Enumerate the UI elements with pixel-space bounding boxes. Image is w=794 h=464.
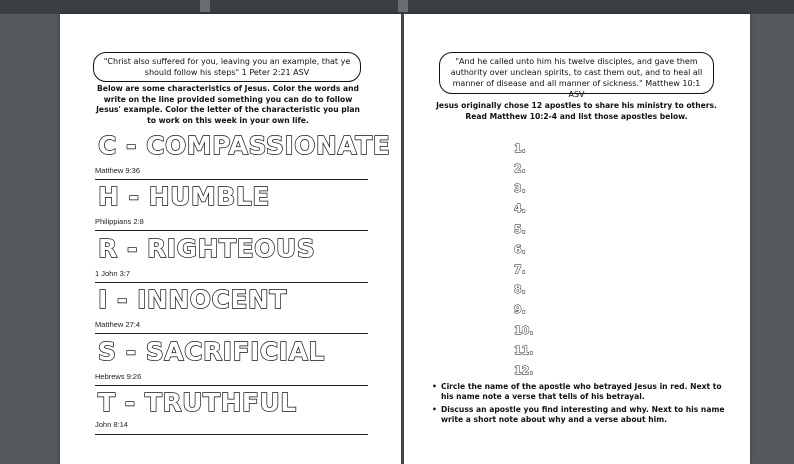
- trait-reference: Philippians 2:8: [95, 217, 144, 226]
- bullet-dot: •: [432, 382, 437, 391]
- quote-box-right: "And he called unto him his twelve disciples, and gave them authority over unclean spirits, to cast them out, and to heal all manner of disease and all manner of sickness." Matthew 10:1 ASV: [439, 52, 714, 94]
- trait-reference: Matthew 27:4: [95, 320, 141, 329]
- write-line[interactable]: [95, 385, 368, 386]
- bullet-item: [432, 382, 732, 403]
- list-number: 3.: [514, 182, 526, 195]
- list-number: 1.: [514, 142, 526, 155]
- list-number: 11.: [514, 344, 534, 357]
- list-number: 2.: [514, 162, 526, 175]
- toolbar-marker: [200, 0, 210, 12]
- list-number: 9.: [514, 303, 526, 316]
- list-number: 4.: [514, 202, 526, 215]
- list-number: 10.: [514, 324, 534, 337]
- trait-reference: John 8:14: [95, 420, 128, 429]
- write-line[interactable]: [95, 282, 368, 283]
- trait-word: H - HUMBLE: [98, 182, 270, 211]
- list-number: 6.: [514, 243, 526, 256]
- bullet-item: [432, 405, 732, 426]
- viewer-toolbar: [0, 0, 794, 14]
- trait-word: T - TRUTHFUL: [98, 388, 297, 417]
- right-page: [404, 14, 750, 464]
- list-number: 8.: [514, 283, 526, 296]
- trait-reference: 1 John 3:7: [95, 269, 131, 278]
- write-line[interactable]: [95, 179, 368, 180]
- trait-reference: Matthew 9:36: [95, 166, 141, 175]
- quote-box-left: "Christ also suffered for you, leaving you an example, that ye should follow his steps" 1 Peter 2:21 ASV: [93, 52, 361, 82]
- bullet-text: Circle the name of the apostle who betrayed Jesus in red. Next to his name note a verse that tells of his betrayal.: [441, 382, 722, 402]
- instructions-left: Below are some characteristics of Jesus. Color the words and write on the line provided something you can do to follow Jesus' example. Color the letter of the characteristic you plan to work on this week in your own life.: [96, 84, 360, 125]
- trait-word: I - INNOCENT: [98, 285, 287, 314]
- instructions-right: Jesus originally chose 12 apostles to share his ministry to others. Read Matthew 10:2-4 and list those apostles below.: [436, 101, 717, 121]
- trait-word: R - RIGHTEOUS: [98, 234, 316, 263]
- list-number: 12.: [514, 364, 534, 377]
- list-number: 5.: [514, 223, 526, 236]
- write-line[interactable]: [95, 434, 368, 435]
- bullet-list: [432, 382, 732, 428]
- write-line[interactable]: [95, 333, 368, 334]
- trait-word: C - COMPASSIONATE: [98, 131, 391, 160]
- list-number: 7.: [514, 263, 526, 276]
- bullet-text: Discuss an apostle you find interesting and why. Next to his name write a short note about why and a verse about him.: [441, 404, 725, 425]
- write-line[interactable]: [95, 230, 368, 231]
- bullet-dot: •: [432, 404, 437, 414]
- trait-reference: Hebrews 9:26: [95, 372, 142, 381]
- toolbar-marker: [398, 0, 408, 12]
- left-page: [60, 14, 401, 464]
- trait-word: S - SACRIFICIAL: [98, 337, 325, 366]
